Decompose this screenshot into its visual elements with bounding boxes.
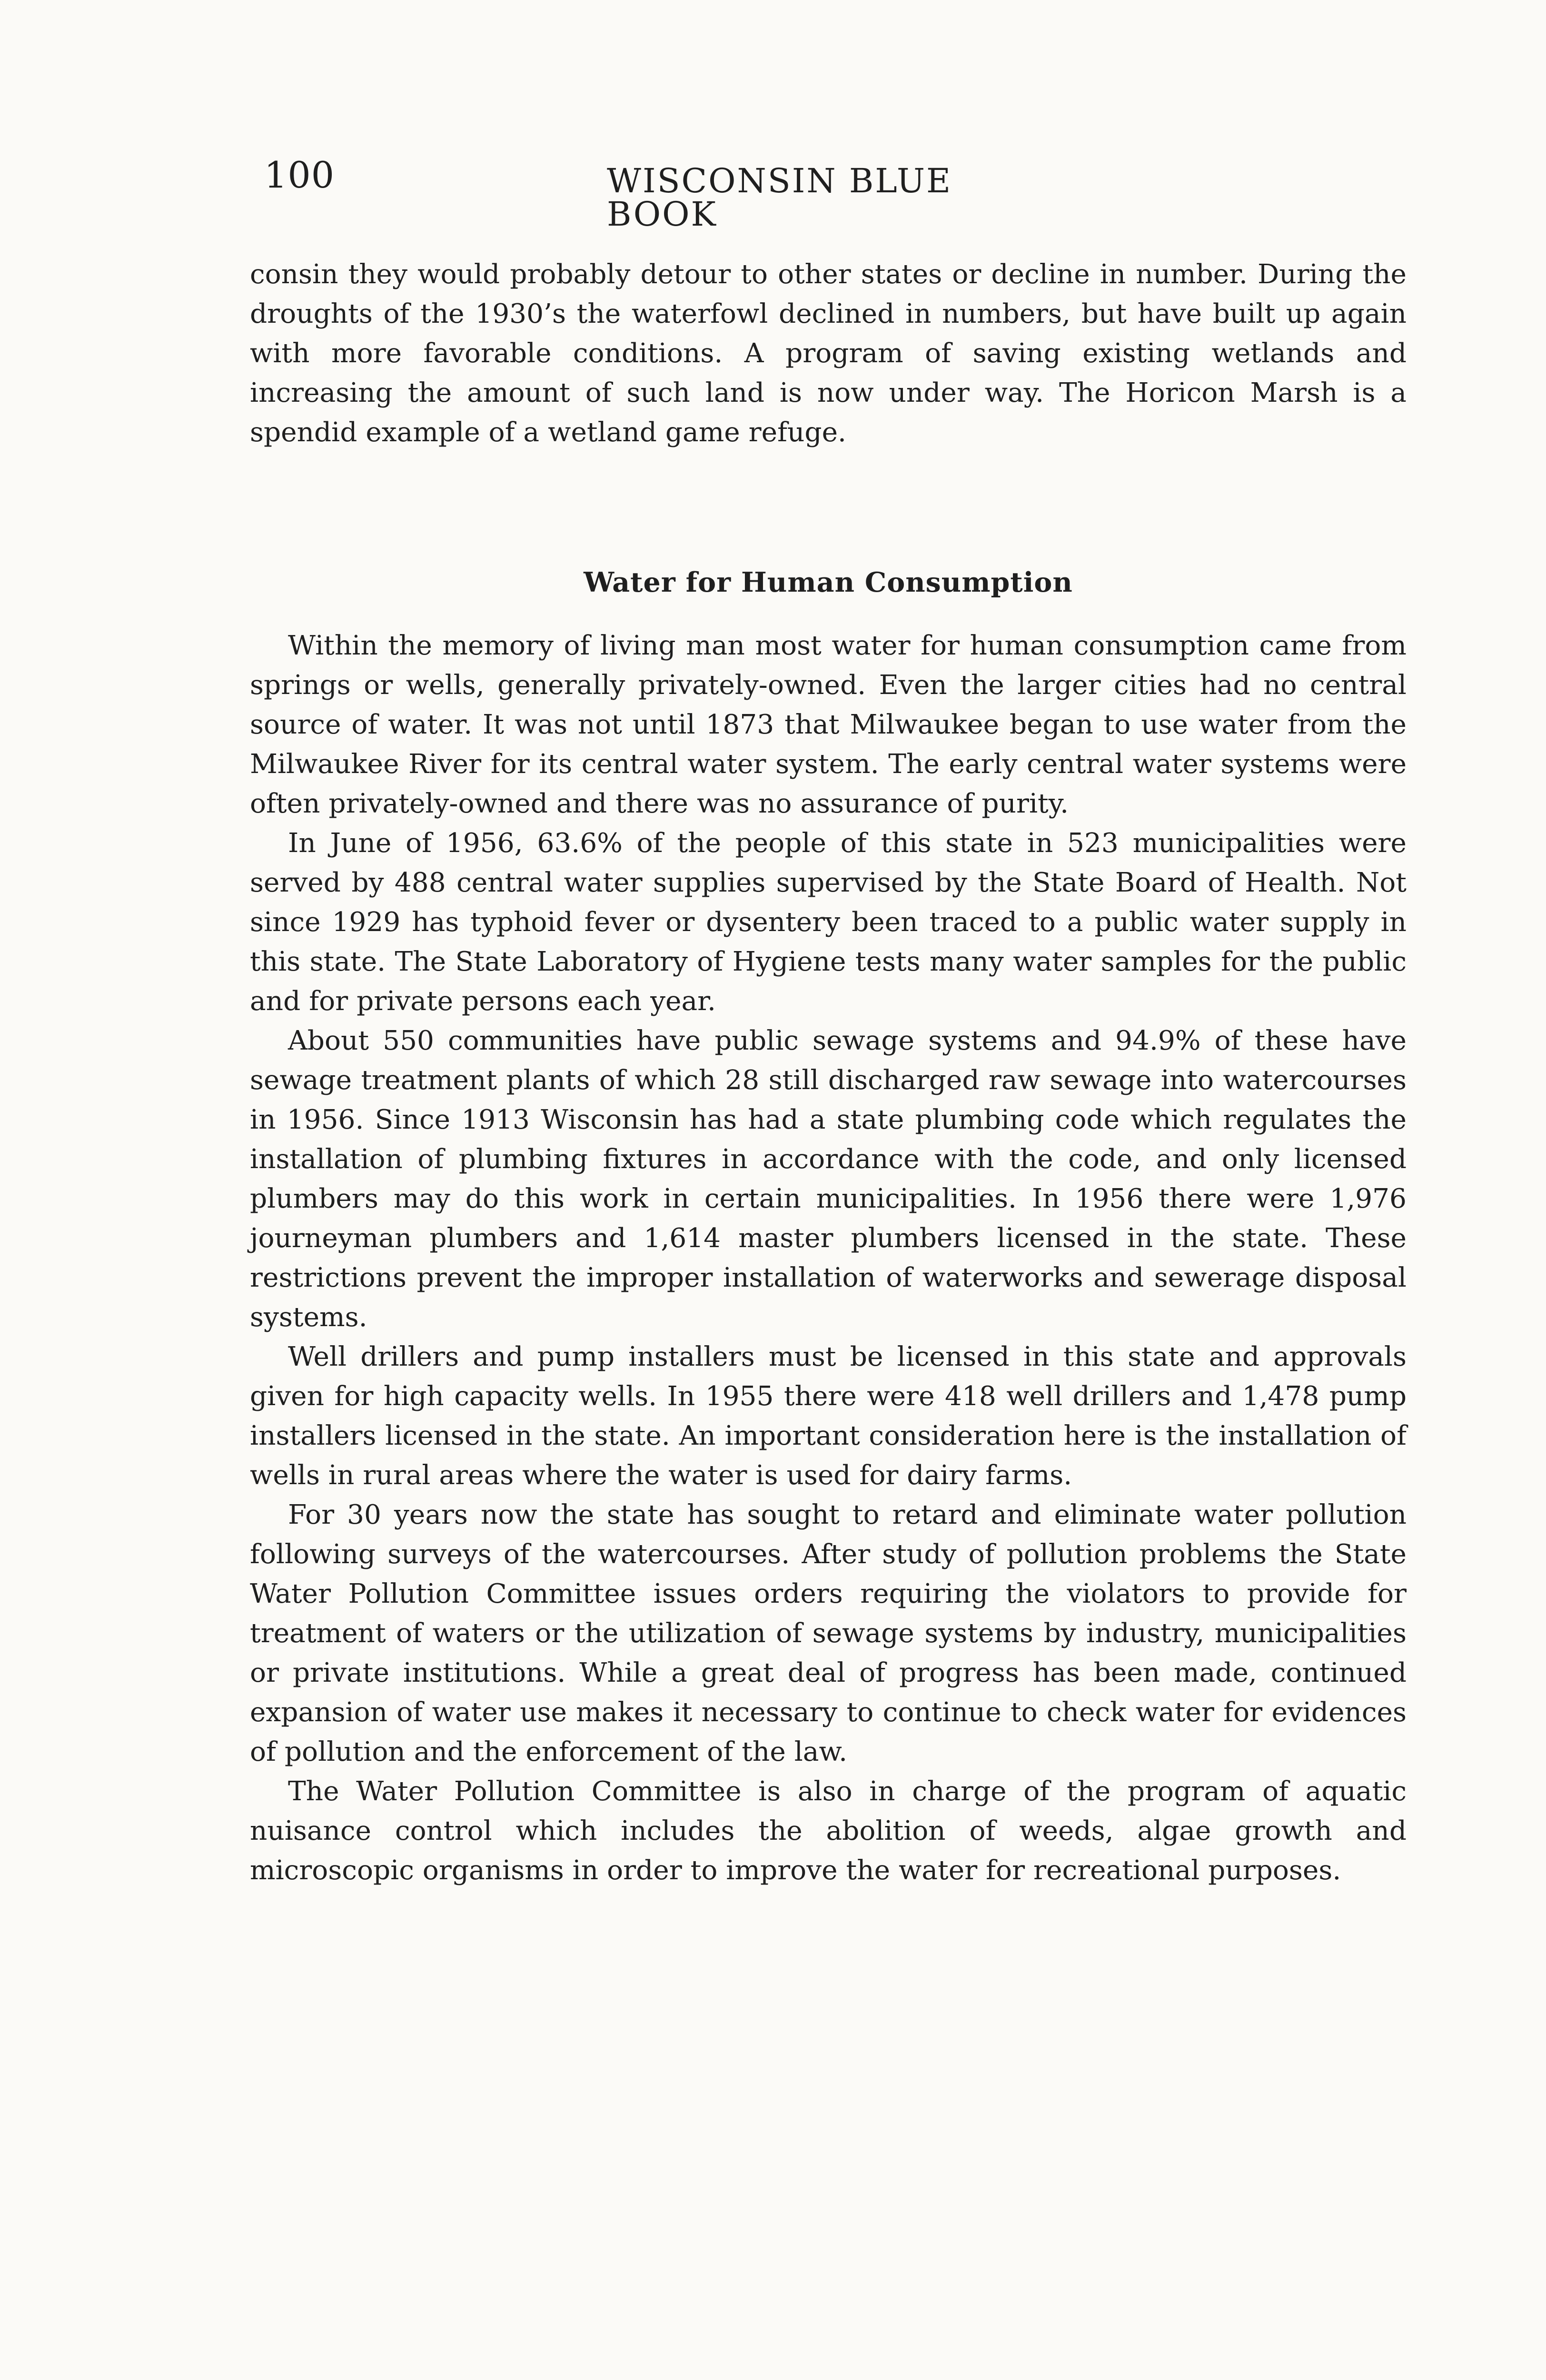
continued-text bbox=[250, 255, 1407, 452]
paragraph-water-history: Within the memory of living man most water for human consumption came from springs or wells, generally privately-owned. Even the larger cities had no central source of water. It was not until 1873 that Milwaukee began to use water from the Milwaukee River for its central water system. The early central water systems were often privately-owned and there was no assurance of purity. bbox=[250, 630, 1407, 819]
running-head: WISCONSIN BLUE BOOK bbox=[607, 161, 952, 234]
opening-paragraph: consin they would probably detour to other states or decline in number. During the droughts of the 1930’s the waterfowl declined in numbers, but have built up again with more favorable conditions. A program of saving existing wetlands and increasing the amount of such land is now under way. The Horicon Marsh is a spendid example of a wetland game refuge. bbox=[250, 259, 1407, 448]
paragraph-well-drillers: Well drillers and pump installers must be licensed in this state and approvals given for high capacity wells. In 1955 there were 418 well drillers and 1,478 pump installers licensed in the state. An important consideration here is the installation of wells in rural areas where the water is used for dairy farms. bbox=[250, 1341, 1407, 1491]
page-number: 100 bbox=[264, 154, 335, 196]
paragraph-aquatic-nuisance-control: The Water Pollution Committee is also in charge of the program of aquatic nuisance control which includes the abolition of weeds, algae growth and microscopic organisms in order to improve the water for recreational purposes. bbox=[250, 1776, 1407, 1886]
section-heading: Water for Human Consumption bbox=[584, 566, 1073, 599]
paragraph-water-supply-statistics: In June of 1956, 63.6% of the people of this state in 523 municipalities were served by 488 central water supplies supervised by the State Board of Health. Not since 1929 has typhoid fever or dysentery been traced to a public water supply in this state. The State Laboratory of Hygiene tests many water samples for the public and for private persons each year. bbox=[250, 828, 1407, 1017]
paragraph-sewage-plumbing: About 550 communities have public sewage systems and 94.9% of these have sewage treatment plants of which 28 still discharged raw sewage into watercourses in 1956. Since 1913 Wisconsin has had a state plumbing code which regulates the installation of plumbing fixtures in accordance with the code, and only licensed plumbers may do this work in certain municipalities. In 1956 there were 1,976 journeyman plumbers and 1,614 master plumbers licensed in the state. These restrictions prevent the improper installation of waterworks and sewerage disposal systems. bbox=[250, 1025, 1407, 1333]
paragraph-water-pollution: For 30 years now the state has sought to retard and eliminate water pollution following surveys of the watercourses. After study of pollution problems the State Water Pollution Committee issues orders requiring the violators to provide for treatment of waters or the utilization of sewage systems by industry, municipalities or private institutions. While a great deal of progress has been made, continued expansion of water use makes it necessary to continue to check water for evidences of pollution and the enforcement of the law. bbox=[250, 1499, 1407, 1767]
section-body bbox=[250, 626, 1407, 1890]
